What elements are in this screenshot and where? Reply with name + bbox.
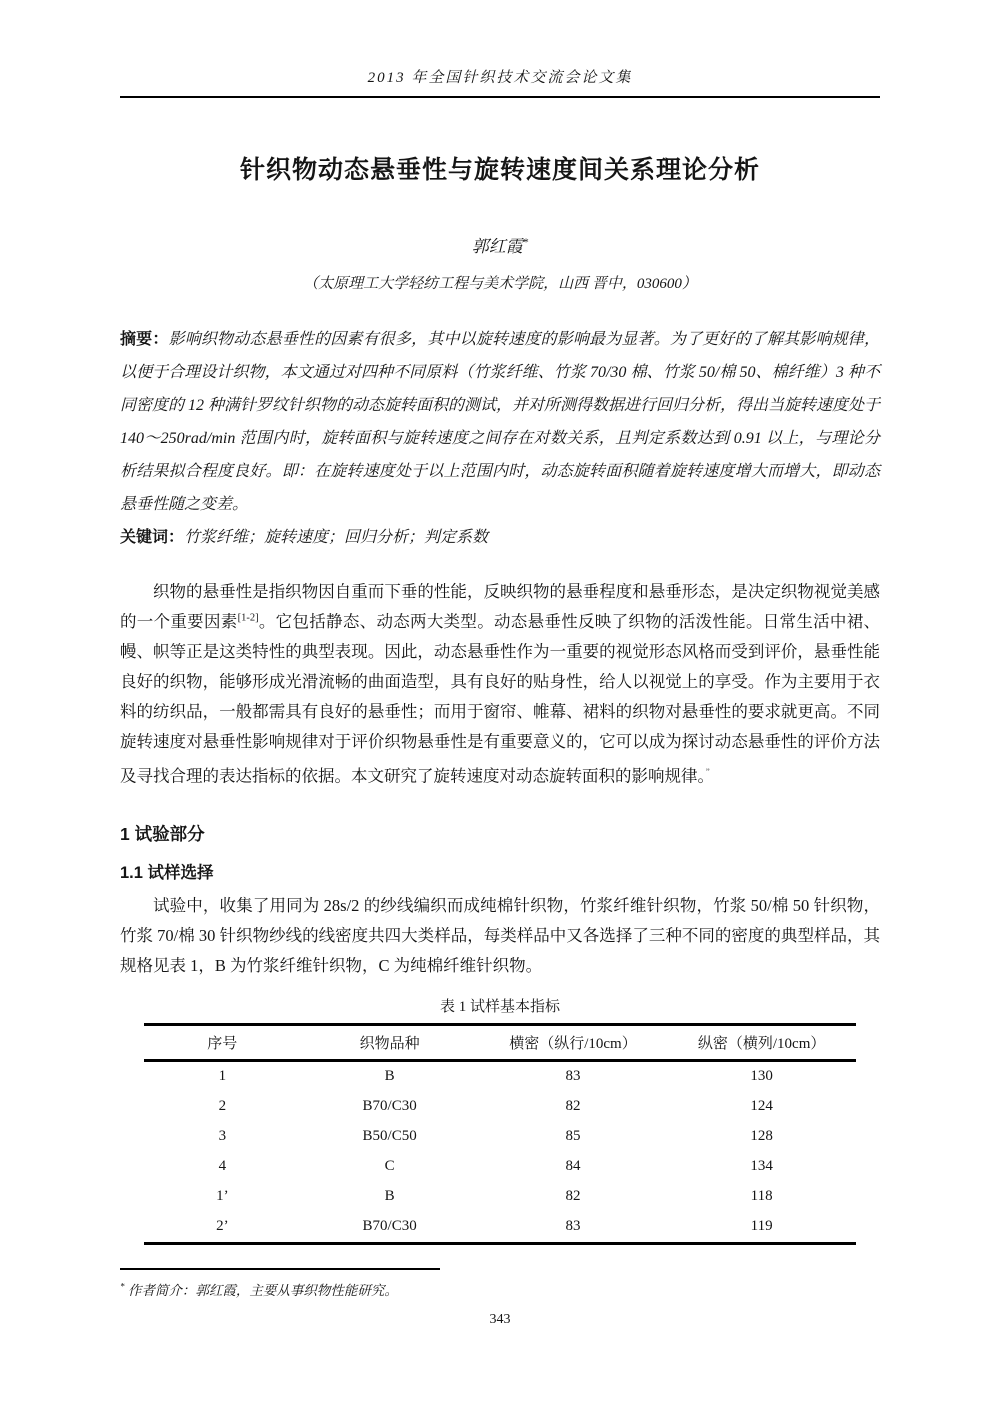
table-cell: 2 [218,1098,227,1114]
table-cell: 1 [218,1068,227,1084]
table-cell: 85 [565,1128,581,1144]
table-cell: 2’ [216,1218,229,1234]
col-header-course-density: 纵密（横列/10cm） [697,1035,826,1052]
footnote-mark: * [120,1281,125,1291]
keywords-text: 竹浆纤维；旋转速度；回归分析；判定系数 [184,529,489,546]
table-cell: B70/C30 [362,1098,417,1114]
table-row [144,1092,856,1122]
table-cell: 118 [750,1188,773,1204]
table-cell: 84 [565,1158,581,1174]
table-cell: 1’ [216,1188,229,1204]
citation-ref: [1-2] [237,612,259,624]
col-header-fabric-type: 织物品种 [359,1035,420,1052]
running-head-text: 2013 年全国针织技术交流会论文集 [367,70,633,86]
table-cell: 83 [565,1068,581,1084]
author-line [120,232,880,257]
table-cell: B50/C50 [362,1128,417,1144]
table-row [144,1122,856,1152]
section-1-heading: 1 试验部分 [120,823,205,844]
revision-mark: ” [705,767,710,777]
table-row [144,1152,856,1182]
table-row [144,1212,856,1244]
table-cell: 134 [750,1158,773,1174]
abstract [120,323,880,521]
table-cell: 82 [565,1098,581,1114]
table-cell: 119 [750,1218,773,1234]
table-body [144,1060,856,1243]
intro-text-part2: 。它包括静态、动态两大类型。动态悬垂性反映了织物的活泼性能。日常生活中裙、幔、帜等正是这类特性的典型表现。因此，动态悬垂性作为一重要的视觉形态风格而受到评价，悬垂性能良好的织物，能够形成光滑流畅的曲面造型，具有良好的贴身性，给人以视觉上的享受。作为主要用于衣料的纺织品，一般都需具有良好的悬垂性；而用于窗帘、帷幕、裙料的织物对悬垂性的要求就更高。不同旋转速度对悬垂性影响规律对于评价织物悬垂性是有重要意义的，它可以成为探讨动态悬垂性的评价方法及寻找合理的表达指标的依据。本文研究了旋转速度对动态旋转面积的影响规律。 [120,612,881,786]
footnote-block [120,1268,880,1299]
table-caption: 表 1 试样基本指标 [439,998,560,1015]
intro-text-part1: 织物的悬垂性是指织物因自重而下垂的性能，反映织物的悬垂程度和悬垂形态，是决定织物视觉美感的一个重要因素 [120,582,880,631]
footnote-divider [120,1268,440,1270]
table-cell: B70/C30 [362,1218,417,1234]
table-cell: 4 [218,1158,227,1174]
table-cell: B [384,1188,395,1204]
keywords-label: 关键词： [120,529,185,546]
keywords-line [120,521,880,554]
abstract-text: 影响织物动态悬垂性的因素有很多，其中以旋转速度的影响最为显著。为了更好的了解其影响规律，以便于合理设计织物，本文通过对四种不同原料（竹浆纤维、竹浆 70/30 棉、竹浆 50/棉 50、棉纤维）3 种不同密度的 12 种满针罗纹针织物的动态旋转面积的测试，并对所测得数据进行回归分析，得出当旋转速度处于 140～250rad/min 范围内时，旋转面积与旋转速度之间存在对数关系，且判定系数达到 0.91 以上，与理论分析结果拟合程度良好。即：在旋转速度处于以上范围内时，动态旋转面积随着旋转速度增大而增大，即动态悬垂性随之变差。 [120,331,881,513]
table-cell: 124 [750,1098,773,1114]
author-name: 郭红霞 [471,237,523,256]
page-number: 343 [489,1311,511,1327]
table-head [144,1024,856,1060]
table-cell: 130 [750,1068,773,1084]
running-head [120,66,880,98]
table-cell: 83 [565,1218,581,1234]
table-cell: C [384,1158,395,1174]
col-header-wale-density: 横密（纵行/10cm） [509,1035,637,1052]
table-cell: 3 [218,1128,227,1144]
table-header-row [144,1024,856,1060]
abstract-label: 摘要： [120,331,169,348]
table-cell: 128 [750,1128,773,1144]
footnote [120,1279,880,1299]
table-cell: B [384,1068,395,1084]
author-footnote-mark: * [522,236,529,249]
section-1-1-heading: 1.1 试样选择 [120,863,214,882]
section-1-1-paragraph: 试验中，收集了用同为 28s/2 的纱线编织而成纯棉针织物，竹浆纤维针织物，竹浆 50/棉 50 针织物，竹浆 70/棉 30 针织物纱线的线密度共四大类样品，每类样品中又各选择了三种不同的密度的典型样品，其规格见表 1，B 为竹浆纤维针织物，C 为纯棉纤维针织物。 [120,895,880,975]
table-row [144,1182,856,1212]
sample-spec-table [144,1023,856,1245]
affiliation: （太原理工大学轻纺工程与美术学院，山西 晋中，030600） [303,276,697,292]
table-cell: 82 [565,1188,581,1204]
col-header-serial: 序号 [207,1035,238,1052]
paper-title: 针织物动态悬垂性与旋转速度间关系理论分析 [239,156,760,184]
intro-paragraph [120,577,880,792]
footnote-text: 作者简介：郭红霞，主要从事织物性能研究。 [127,1282,398,1298]
table-row [144,1060,856,1092]
